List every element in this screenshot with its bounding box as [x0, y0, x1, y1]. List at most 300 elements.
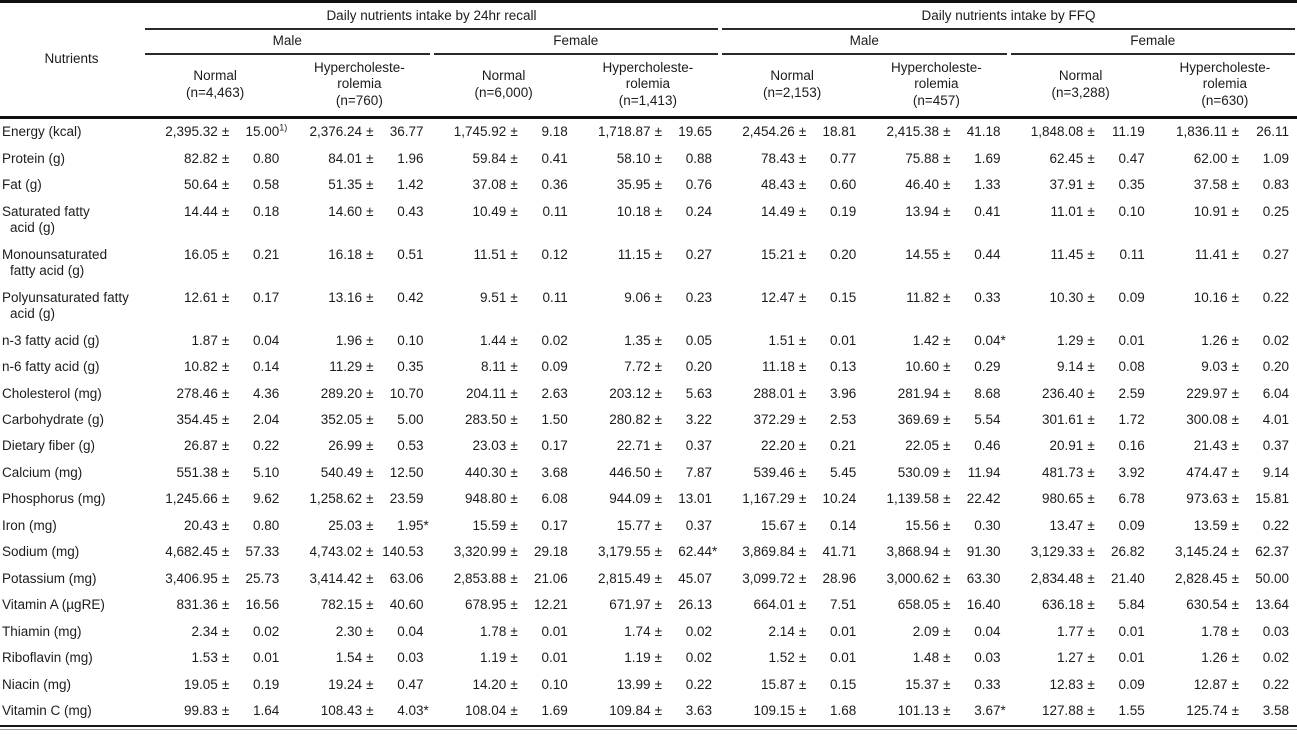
plus-minus-sign: ±: [798, 177, 807, 193]
column-title-line: rolemia: [914, 76, 959, 92]
standard-error-value: 0.83: [1262, 177, 1289, 193]
value-cell: [576, 592, 720, 618]
value-cell: [720, 407, 864, 433]
standard-error-value: 0.22: [252, 438, 280, 454]
plus-minus-sign: ±: [510, 385, 518, 401]
mean-value: 2.14: [768, 623, 795, 639]
plus-minus-sign: ±: [366, 385, 374, 401]
standard-error-value: 9.14: [1262, 464, 1289, 480]
mean-value: 2,828.45: [1175, 570, 1228, 586]
value-cell: [143, 672, 287, 698]
standard-error-value: 12.50: [389, 464, 424, 480]
mean-value: 127.88: [1042, 703, 1084, 719]
column-title-line: Normal: [770, 68, 814, 84]
standard-error-value: 1.33: [974, 177, 1001, 193]
standard-error-value: 40.60: [389, 597, 424, 613]
mean-value: 1.26: [1201, 650, 1228, 666]
standard-error-value: 62.37: [1255, 544, 1289, 560]
mean-value: 15.67: [761, 517, 795, 533]
plus-minus-sign: ±: [510, 438, 518, 454]
standard-error-value: 0.76: [685, 177, 712, 193]
value-cell: [864, 172, 1008, 198]
value-cell: [1009, 592, 1153, 618]
mean-value: 283.50: [465, 411, 507, 427]
plus-minus-sign: ±: [1231, 246, 1239, 262]
table-row: [0, 242, 1297, 285]
row-label: [0, 407, 143, 433]
standard-error-value: 1.68: [829, 703, 857, 719]
value-cell: 1.42 ± 0.04 *: [912, 332, 1006, 348]
standard-error-value: 0.01: [829, 650, 857, 666]
mean-value: 1.42: [912, 332, 940, 348]
mean-value: 2,454.26: [742, 124, 795, 140]
plus-minus-sign: ±: [510, 491, 518, 507]
column-header-2: [287, 55, 431, 118]
mean-value: 59.84: [472, 150, 507, 166]
mean-value: 446.50: [609, 464, 651, 480]
value-cell: [720, 566, 864, 592]
mean-value: 82.82: [184, 150, 218, 166]
value-cell: [864, 199, 1008, 242]
standard-error-value: 0.17: [541, 438, 568, 454]
plus-minus-sign: ±: [1231, 517, 1239, 533]
plus-minus-sign: ±: [510, 464, 518, 480]
plus-minus-sign: ±: [654, 623, 662, 639]
table-row: [0, 433, 1297, 459]
plus-minus-sign: ±: [221, 597, 230, 613]
standard-error-value: 0.01: [541, 650, 568, 666]
mean-value: 48.43: [761, 177, 795, 193]
standard-error-value: 50.00: [1255, 570, 1289, 586]
mean-value: 1,848.08: [1030, 124, 1084, 140]
plus-minus-sign: ±: [1231, 438, 1239, 454]
column-header-1: [143, 55, 287, 118]
row-label: [0, 199, 143, 242]
standard-error-value: 28.96: [822, 570, 857, 586]
mean-value: 678.95: [465, 597, 507, 613]
plus-minus-sign: ±: [1087, 703, 1095, 719]
plus-minus-sign: ±: [366, 438, 374, 454]
plus-minus-sign: ±: [1231, 464, 1239, 480]
plus-minus-sign: ±: [510, 650, 518, 666]
standard-error-value: 1.96: [397, 150, 424, 166]
value-cell: 2,395.32 ± 15.00 $^{1)}$: [165, 122, 288, 140]
plus-minus-sign: ±: [366, 289, 374, 305]
plus-minus-sign: ±: [798, 650, 807, 666]
value-cell: [143, 285, 287, 328]
table-row: [0, 381, 1297, 407]
mean-value: 12.83: [1049, 676, 1084, 692]
mean-value: 21.43: [1193, 438, 1228, 454]
column-sample-size: (n=630): [1201, 92, 1249, 108]
standard-error-value: 5.45: [829, 464, 857, 480]
plus-minus-sign: ±: [366, 246, 374, 262]
mean-value: 11.01: [1050, 203, 1084, 219]
row-label-line: Sodium (mg): [2, 544, 80, 560]
column-header-8: [1153, 55, 1297, 118]
standard-error-value: 0.18: [252, 203, 280, 219]
value-cell: 108.43 ± 4.03 *: [287, 698, 431, 725]
mean-value: 10.82: [184, 359, 218, 375]
row-label-line: Phosphorus (mg): [2, 491, 106, 507]
plus-minus-sign: ±: [654, 246, 662, 262]
row-label-line: acid (g): [10, 306, 56, 322]
plus-minus-sign: ±: [798, 623, 807, 639]
plus-minus-sign: ±: [510, 289, 518, 305]
plus-minus-sign: ±: [510, 246, 518, 262]
plus-minus-sign: ±: [798, 332, 807, 348]
value-cell: [432, 539, 576, 565]
standard-error-value: 4.03: [397, 703, 424, 719]
plus-minus-sign: ±: [366, 411, 374, 427]
row-label-line: Carbohydrate (g): [2, 411, 105, 427]
standard-error-value: 0.02: [685, 623, 712, 639]
standard-error-value: 1.42: [397, 177, 424, 193]
subgroup-header-row: [0, 55, 1297, 118]
value-cell: [1153, 199, 1297, 242]
column-title-line: Hypercholeste-: [602, 59, 694, 75]
value-cell: [287, 566, 431, 592]
mean-value: 50.64: [184, 177, 218, 193]
row-label: [0, 460, 143, 486]
plus-minus-sign: ±: [1087, 597, 1095, 613]
standard-error-value: 0.41: [541, 150, 568, 166]
plus-minus-sign: ±: [1231, 359, 1239, 375]
plus-minus-sign: ±: [510, 203, 518, 219]
value-cell: [287, 172, 431, 198]
value-cell: [1153, 619, 1297, 645]
plus-minus-sign: ±: [654, 385, 662, 401]
plus-minus-sign: ±: [510, 517, 518, 533]
mean-value: 108.04: [465, 703, 507, 719]
standard-error-value: 36.77: [389, 124, 424, 140]
plus-minus-sign: ±: [654, 332, 662, 348]
value-cell: [143, 381, 287, 407]
value-cell: [432, 566, 576, 592]
standard-error-value: 5.10: [252, 464, 280, 480]
plus-minus-sign: ±: [366, 570, 374, 586]
table-row: [0, 539, 1297, 565]
mean-value: 782.15: [320, 597, 363, 613]
value-cell: [576, 698, 720, 725]
mean-value: 3,145.24: [1175, 544, 1228, 560]
row-label-line: Fat (g): [2, 177, 42, 193]
value-cell: [720, 433, 864, 459]
value-cell: [287, 242, 431, 285]
value-cell: [143, 460, 287, 486]
mean-value: 10.60: [905, 359, 940, 375]
plus-minus-sign: ±: [943, 289, 951, 305]
plus-minus-sign: ±: [221, 623, 230, 639]
plus-minus-sign: ±: [943, 203, 951, 219]
mean-value: 3,406.95: [165, 570, 218, 586]
plus-minus-sign: ±: [943, 332, 951, 348]
mean-value: 101.13: [897, 703, 940, 719]
plus-minus-sign: ±: [798, 411, 807, 427]
plus-minus-sign: ±: [654, 177, 662, 193]
value-cell: [864, 645, 1008, 671]
standard-error-value: 0.09: [1118, 289, 1145, 305]
value-cell: [287, 460, 431, 486]
plus-minus-sign: ±: [221, 650, 230, 666]
value-cell: [720, 698, 864, 725]
standard-error-value: 0.21: [829, 438, 857, 454]
plus-minus-sign: ±: [1087, 570, 1095, 586]
mean-value: 13.99: [616, 676, 651, 692]
plus-minus-sign: ±: [1087, 246, 1095, 262]
table-row: [0, 407, 1297, 433]
plus-minus-sign: ±: [1231, 411, 1239, 427]
value-cell: [576, 146, 720, 172]
standard-error-value: 7.87: [685, 464, 712, 480]
mean-value: 1.35: [624, 332, 651, 348]
row-label-line: Vitamin A (µgRE): [2, 597, 105, 613]
standard-error-value: 1.09: [1262, 150, 1289, 166]
mean-value: 3,099.72: [742, 570, 795, 586]
value-cell: [576, 381, 720, 407]
value-cell: [576, 513, 720, 539]
plus-minus-sign: ±: [221, 676, 230, 692]
plus-minus-sign: ±: [1087, 464, 1095, 480]
mean-value: 2.30: [335, 623, 363, 639]
row-label: [0, 592, 143, 618]
standard-error-value: 0.03: [397, 650, 424, 666]
row-label-line: acid (g): [10, 220, 56, 236]
value-cell: [864, 354, 1008, 380]
sex-header-row: [0, 30, 1297, 54]
value-cell: [864, 539, 1008, 565]
row-label-line: Riboflavin (mg): [2, 650, 93, 666]
standard-error-value: 6.08: [541, 491, 568, 507]
standard-error-value: 15.81: [1255, 491, 1289, 507]
table-row: [0, 328, 1297, 354]
mean-value: 37.58: [1193, 177, 1228, 193]
table-row: [0, 460, 1297, 486]
plus-minus-sign: ±: [221, 203, 230, 219]
standard-error-value: 140.53: [382, 544, 424, 560]
mean-value: 62.45: [1049, 150, 1084, 166]
mean-value: 2,853.88: [453, 570, 507, 586]
value-cell: [1009, 146, 1153, 172]
mean-value: 3,320.99: [453, 544, 507, 560]
mean-value: 203.12: [609, 385, 651, 401]
table-row: [0, 199, 1297, 242]
plus-minus-sign: ±: [654, 289, 662, 305]
plus-minus-sign: ±: [1087, 650, 1095, 666]
plus-minus-sign: ±: [366, 177, 374, 193]
value-cell: [720, 486, 864, 512]
plus-minus-sign: ±: [366, 359, 374, 375]
plus-minus-sign: ±: [221, 124, 230, 140]
table-row: [0, 619, 1297, 645]
value-cell: [576, 486, 720, 512]
plus-minus-sign: ±: [1231, 703, 1239, 719]
value-cell: [432, 698, 576, 725]
standard-error-value: 0.04: [974, 332, 1001, 348]
column-sample-size: (n=6,000): [474, 84, 533, 100]
value-cell: [1009, 433, 1153, 459]
plus-minus-sign: ±: [1087, 676, 1095, 692]
mean-value: 26.99: [328, 438, 363, 454]
plus-minus-sign: ±: [943, 150, 951, 166]
standard-error-value: 11.94: [967, 464, 1001, 480]
plus-minus-sign: ±: [366, 703, 374, 719]
value-cell: [432, 354, 576, 380]
mean-value: 12.87: [1193, 676, 1228, 692]
mean-value: 1.52: [768, 650, 795, 666]
value-cell: 3,179.55 ± 62.44 *: [598, 544, 718, 560]
value-cell: [143, 513, 287, 539]
row-label-line: Cholesterol (mg): [2, 385, 102, 401]
value-cell: [287, 672, 431, 698]
standard-error-value: 0.43: [397, 203, 424, 219]
value-cell: [432, 146, 576, 172]
value-cell: [1153, 328, 1297, 354]
standard-error-value: 1.95: [397, 517, 424, 533]
row-label-line: Vitamin C (mg): [2, 703, 92, 719]
standard-error-value: 0.15: [829, 676, 857, 692]
value-cell: [1153, 513, 1297, 539]
value-cell: [1153, 592, 1297, 618]
value-cell: [720, 381, 864, 407]
plus-minus-sign: ±: [798, 203, 807, 219]
mean-value: 658.05: [897, 597, 940, 613]
standard-error-value: 0.29: [974, 359, 1001, 375]
value-cell: [576, 354, 720, 380]
plus-minus-sign: ±: [943, 438, 951, 454]
value-cell: [287, 433, 431, 459]
value-cell: [720, 242, 864, 285]
plus-minus-sign: ±: [510, 411, 518, 427]
value-cell: [576, 172, 720, 198]
plus-minus-sign: ±: [1087, 359, 1095, 375]
standard-error-value: 0.13: [829, 359, 857, 375]
plus-minus-sign: ±: [654, 124, 662, 140]
value-cell: [1153, 645, 1297, 671]
sex-header-male-24hr: Male: [143, 30, 432, 54]
standard-error-value: 3.92: [1118, 464, 1145, 480]
plus-minus-sign: ±: [1231, 289, 1239, 305]
standard-error-value: 10.24: [822, 491, 857, 507]
standard-error-value: 0.80: [252, 517, 280, 533]
value-cell: [720, 199, 864, 242]
standard-error-value: 0.30: [974, 517, 1001, 533]
plus-minus-sign: ±: [1231, 150, 1239, 166]
standard-error-value: 0.35: [1118, 177, 1145, 193]
value-cell: [1009, 513, 1153, 539]
column-header-6: [864, 55, 1008, 118]
mean-value: 15.59: [472, 517, 507, 533]
standard-error-value: 0.16: [1118, 438, 1145, 454]
plus-minus-sign: ±: [510, 570, 518, 586]
standard-error-value: 16.56: [245, 597, 280, 613]
mean-value: 551.38: [176, 464, 218, 480]
mean-value: 973.63: [1186, 491, 1228, 507]
plus-minus-sign: ±: [943, 491, 951, 507]
mean-value: 1.27: [1057, 650, 1084, 666]
value-cell: [143, 146, 287, 172]
column-title-line: rolemia: [1202, 76, 1247, 92]
column-header-3: [432, 55, 576, 118]
plus-minus-sign: ±: [221, 150, 230, 166]
standard-error-value: 21.40: [1110, 570, 1145, 586]
standard-error-value: 10.70: [389, 385, 424, 401]
mean-value: 1,258.62: [309, 491, 363, 507]
standard-error-value: 0.09: [1118, 676, 1145, 692]
standard-error-value: 0.12: [541, 246, 568, 262]
plus-minus-sign: ±: [1231, 124, 1239, 140]
mean-value: 540.49: [320, 464, 363, 480]
row-label-line: Thiamin (mg): [2, 623, 82, 639]
mean-value: 1.19: [624, 650, 651, 666]
value-cell: [864, 460, 1008, 486]
value-cell: [143, 486, 287, 512]
value-cell: [432, 513, 576, 539]
value-cell: [864, 672, 1008, 698]
standard-error-value: 0.11: [1119, 246, 1145, 262]
plus-minus-sign: ±: [943, 570, 951, 586]
value-cell: [720, 328, 864, 354]
plus-minus-sign: ±: [943, 544, 951, 560]
standard-error-value: 0.05: [685, 332, 712, 348]
value-cell: [1009, 354, 1153, 380]
mean-value: 2,395.32: [165, 124, 218, 140]
plus-minus-sign: ±: [366, 203, 374, 219]
mean-value: 1.44: [480, 332, 507, 348]
value-cell: [576, 645, 720, 671]
value-cell: [287, 539, 431, 565]
standard-error-value: 0.37: [1262, 438, 1289, 454]
plus-minus-sign: ±: [366, 650, 374, 666]
plus-minus-sign: ±: [798, 544, 807, 560]
mean-value: 481.73: [1042, 464, 1084, 480]
mean-value: 15.77: [616, 517, 651, 533]
standard-error-value: 0.80: [252, 150, 280, 166]
table-row: [0, 566, 1297, 592]
standard-error-value: 3.22: [685, 411, 712, 427]
plus-minus-sign: ±: [943, 676, 951, 692]
plus-minus-sign: ±: [221, 464, 230, 480]
mean-value: 58.10: [616, 150, 651, 166]
value-cell: [143, 407, 287, 433]
mean-value: 2,415.38: [886, 124, 940, 140]
plus-minus-sign: ±: [1231, 544, 1239, 560]
standard-error-value: 0.17: [252, 289, 280, 305]
value-cell: [432, 672, 576, 698]
standard-error-value: 0.01: [829, 623, 857, 639]
plus-minus-sign: ±: [1231, 676, 1239, 692]
plus-minus-sign: ±: [1087, 289, 1095, 305]
standard-error-value: 0.02: [685, 650, 712, 666]
plus-minus-sign: ±: [1231, 385, 1239, 401]
mean-value: 20.43: [184, 517, 218, 533]
mean-value: 8.11: [481, 359, 507, 375]
value-cell: [143, 539, 287, 565]
plus-minus-sign: ±: [221, 411, 230, 427]
mean-value: 281.94: [897, 385, 940, 401]
standard-error-value: 0.19: [252, 676, 280, 692]
standard-error-value: 6.04: [1262, 385, 1289, 401]
standard-error-value: 0.23: [685, 289, 712, 305]
plus-minus-sign: ±: [1231, 491, 1239, 507]
standard-error-value: 11.19: [1111, 124, 1145, 140]
value-cell: [576, 433, 720, 459]
standard-error-value: 15.00: [245, 124, 280, 140]
plus-minus-sign: ±: [654, 544, 662, 560]
plus-minus-sign: ±: [221, 570, 230, 586]
value-cell: [287, 645, 431, 671]
column-title-line: Hypercholeste-: [1179, 59, 1271, 75]
